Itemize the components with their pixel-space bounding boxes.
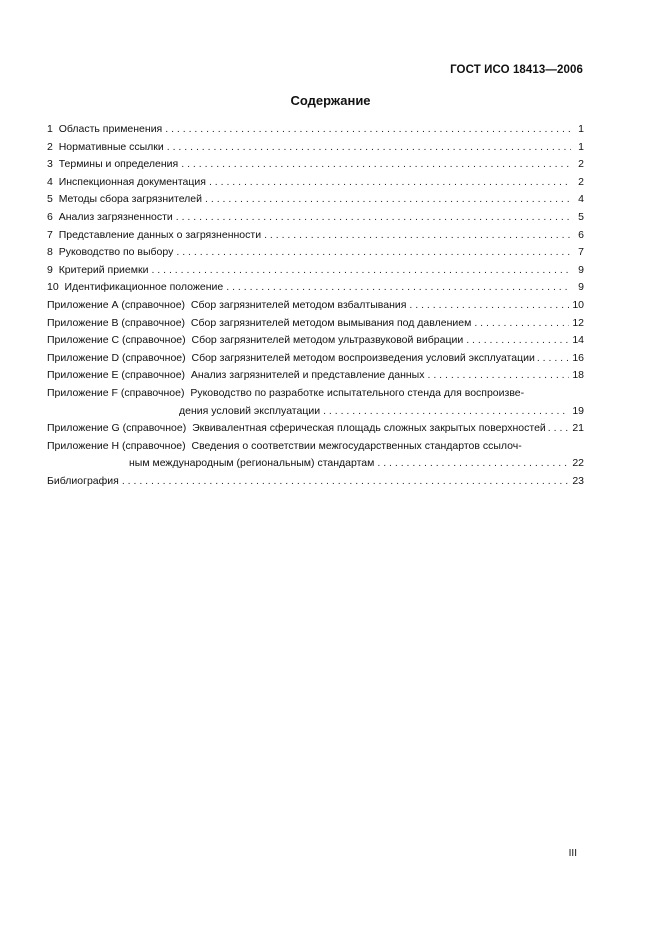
annex-label: Сбор загрязнителей методом взбалтывания <box>190 298 407 311</box>
toc-entry-label: Анализ загрязненности <box>58 210 173 223</box>
dot-leader <box>537 350 570 368</box>
dot-leader <box>323 403 569 421</box>
toc-annex-b[interactable] <box>47 315 584 333</box>
toc-entry-page: 6 <box>578 228 584 241</box>
toc-entry-label: Нормативные ссылки <box>58 140 164 153</box>
toc-entry-number: 6 <box>47 210 53 223</box>
document-code: ГОСТ ИСО 18413—2006 <box>450 64 583 76</box>
toc-entry-page: 4 <box>578 193 584 206</box>
toc-entry-1[interactable] <box>47 121 584 139</box>
annex-label: Эквивалентная сферическая площадь сложных закрытых поверхностей <box>192 422 546 435</box>
dot-leader <box>151 262 571 280</box>
toc-bibliography[interactable] <box>47 473 584 491</box>
annex-label: Сведения о соответствии межгосударственных стандартов ссылоч- <box>191 439 522 452</box>
toc-annex-c[interactable] <box>47 332 584 350</box>
annex-page: 21 <box>572 422 584 435</box>
annex-label: Сбор загрязнителей методом воспроизведения условий эксплуатации <box>191 351 535 364</box>
annex-heading: Приложение D (справочное) <box>47 351 186 364</box>
toc-annex-a[interactable] <box>47 297 584 315</box>
toc-entry-6[interactable] <box>47 209 584 227</box>
toc-title: Содержание <box>290 93 371 108</box>
toc-entry-10[interactable] <box>47 279 584 297</box>
dot-leader <box>205 191 571 209</box>
annex-page: 12 <box>572 316 584 329</box>
annex-heading: Приложение С (справочное) <box>47 334 186 347</box>
toc-entry-page: 1 <box>578 140 584 153</box>
annex-heading: Приложение Н (справочное) <box>47 439 186 452</box>
dot-leader <box>548 420 571 438</box>
toc-entry-label: Инспекционная документация <box>58 175 206 188</box>
toc-entry-number: 7 <box>47 228 53 241</box>
toc-entry-number: 2 <box>47 140 53 153</box>
bibliography-page: 23 <box>572 474 584 487</box>
page-number: III <box>568 848 577 859</box>
annex-page: 14 <box>572 334 584 347</box>
annex-label: Сбор загрязнителей методом ультразвуковой вибрации <box>191 334 464 347</box>
toc-annex-e[interactable] <box>47 367 584 385</box>
table-of-contents <box>47 121 584 490</box>
toc-annex-d[interactable] <box>47 350 584 368</box>
annex-label-continued: ным международным (региональным) стандартам <box>129 457 375 470</box>
dot-leader <box>181 156 571 174</box>
dot-leader <box>264 227 571 245</box>
toc-entry-page: 2 <box>578 175 584 188</box>
dot-leader <box>176 209 571 227</box>
annex-heading: Приложение Е (справочное) <box>47 369 186 382</box>
toc-annex-g[interactable] <box>47 420 584 438</box>
dot-leader <box>167 139 571 157</box>
dot-leader <box>209 174 571 192</box>
toc-entry-page: 9 <box>578 263 584 276</box>
toc-entry-label: Критерий приемки <box>58 263 149 276</box>
dot-leader <box>377 455 569 473</box>
dot-leader <box>176 244 571 262</box>
toc-entry-label: Область применения <box>58 123 163 135</box>
annex-label: Анализ загрязнителей и представление данных <box>190 369 425 382</box>
toc-entry-label: Методы сбора загрязнителей <box>58 193 203 206</box>
annex-heading: Приложение G (справочное) <box>47 422 187 435</box>
annex-page: 19 <box>572 404 584 417</box>
toc-entry-page: 7 <box>578 246 584 259</box>
toc-entry-5[interactable] <box>47 191 584 209</box>
toc-entry-3[interactable] <box>47 156 584 174</box>
toc-entry-8[interactable] <box>47 244 584 262</box>
toc-annex-h[interactable] <box>47 438 584 473</box>
toc-entry-number: 1 <box>47 123 53 135</box>
dot-leader <box>226 279 571 297</box>
toc-entry-7[interactable] <box>47 227 584 245</box>
toc-entry-page: 9 <box>578 281 584 294</box>
dot-leader <box>122 473 569 491</box>
toc-entry-2[interactable] <box>47 139 584 157</box>
toc-entry-number: 4 <box>47 175 53 188</box>
dot-leader <box>409 297 569 315</box>
dot-leader <box>466 332 569 350</box>
toc-annex-f[interactable] <box>47 385 584 420</box>
dot-leader <box>427 367 569 385</box>
toc-entry-9[interactable] <box>47 262 584 280</box>
bibliography-label: Библиография <box>47 474 119 487</box>
toc-entry-number: 8 <box>47 246 53 259</box>
toc-entry-page: 1 <box>578 123 584 135</box>
dot-leader <box>165 121 571 139</box>
annex-heading: Приложение F (справочное) <box>47 386 185 399</box>
toc-entry-label: Представление данных о загрязненности <box>58 228 262 241</box>
toc-entry-4[interactable] <box>47 174 584 192</box>
annex-heading: Приложение В (справочное) <box>47 316 186 329</box>
annex-page: 10 <box>572 298 584 311</box>
toc-entry-page: 5 <box>578 210 584 223</box>
toc-entry-number: 3 <box>47 158 53 171</box>
dot-leader <box>474 315 569 333</box>
toc-entry-number: 9 <box>47 263 53 276</box>
toc-entry-number: 5 <box>47 193 53 206</box>
annex-label-continued: дения условий эксплуатации <box>179 404 321 417</box>
annex-label: Руководство по разработке испытательного стенда для воспроизве- <box>190 386 525 399</box>
annex-page: 22 <box>572 457 584 470</box>
toc-entry-page: 2 <box>578 158 584 171</box>
annex-page: 18 <box>572 369 584 382</box>
annex-label: Сбор загрязнителей методом вымывания под давлением <box>190 316 472 329</box>
toc-entry-label: Термины и определения <box>58 158 179 171</box>
annex-page: 16 <box>572 351 584 364</box>
toc-entry-number: 10 <box>47 281 59 294</box>
toc-entry-label: Руководство по выбору <box>58 246 174 259</box>
toc-entry-label: Идентификационное положение <box>64 281 224 294</box>
annex-heading: Приложение А (справочное) <box>47 298 186 311</box>
